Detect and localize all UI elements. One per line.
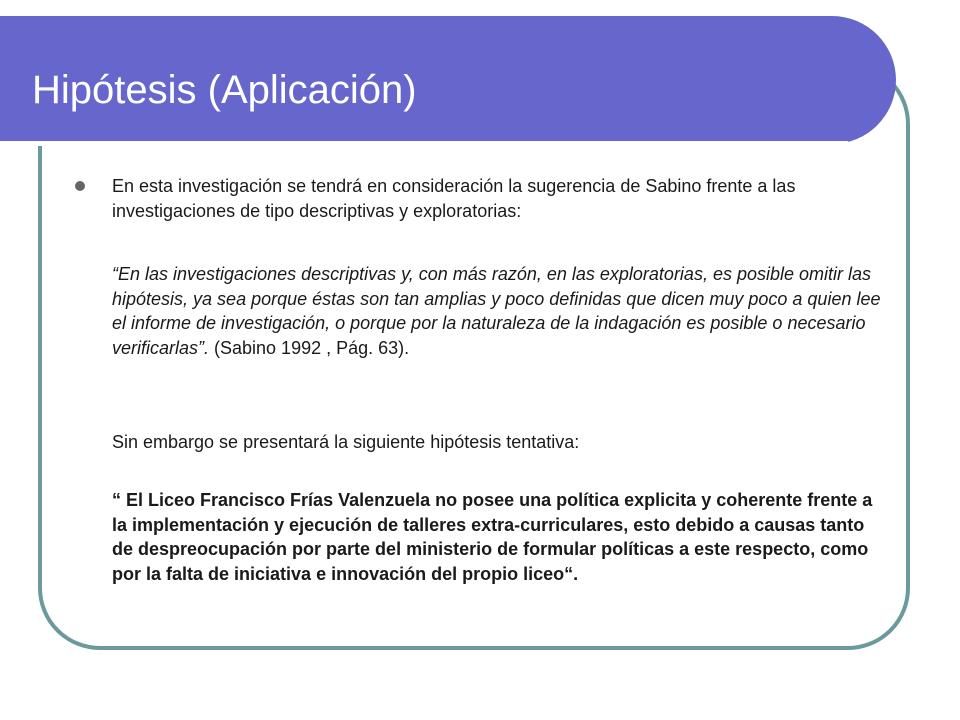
hypothesis-intro: Sin embargo se presentará la siguiente hipótesis tentativa: [112, 432, 580, 452]
slide-title: Hipótesis (Aplicación) [32, 68, 417, 112]
sabino-quote [112, 262, 892, 360]
title-underline [0, 141, 848, 146]
bullet-icon [75, 181, 85, 191]
bullet-paragraph: En esta investigación se tendrá en consideración la sugerencia de Sabino frente a las investigaciones de tipo descriptivas y exploratorias: [112, 176, 796, 221]
quote-italic-text: “En las investigaciones descriptivas y, con más razón, en las exploratorias, es posible omitir las hipótesis, ya sea porque éstas son tan amplias y poco definidas que dicen muy poco a quien lee el informe de investigación, o porque por la naturaleza de la indagación es posible o necesario verificarlas”. [112, 264, 881, 358]
title-bar [0, 16, 896, 144]
hypothesis-statement: “ El Liceo Francisco Frías Valenzuela no posee una política explicita y coherente frente a la implementación y ejecución de talleres extra-curriculares, esto debido a causas tanto de despreocupación por parte del ministerio de formular políticas a este respecto, como por la falta de iniciativa e innovación del propio liceo“. [112, 490, 873, 584]
quote-citation: (Sabino 1992 , Pág. 63). [209, 337, 410, 358]
